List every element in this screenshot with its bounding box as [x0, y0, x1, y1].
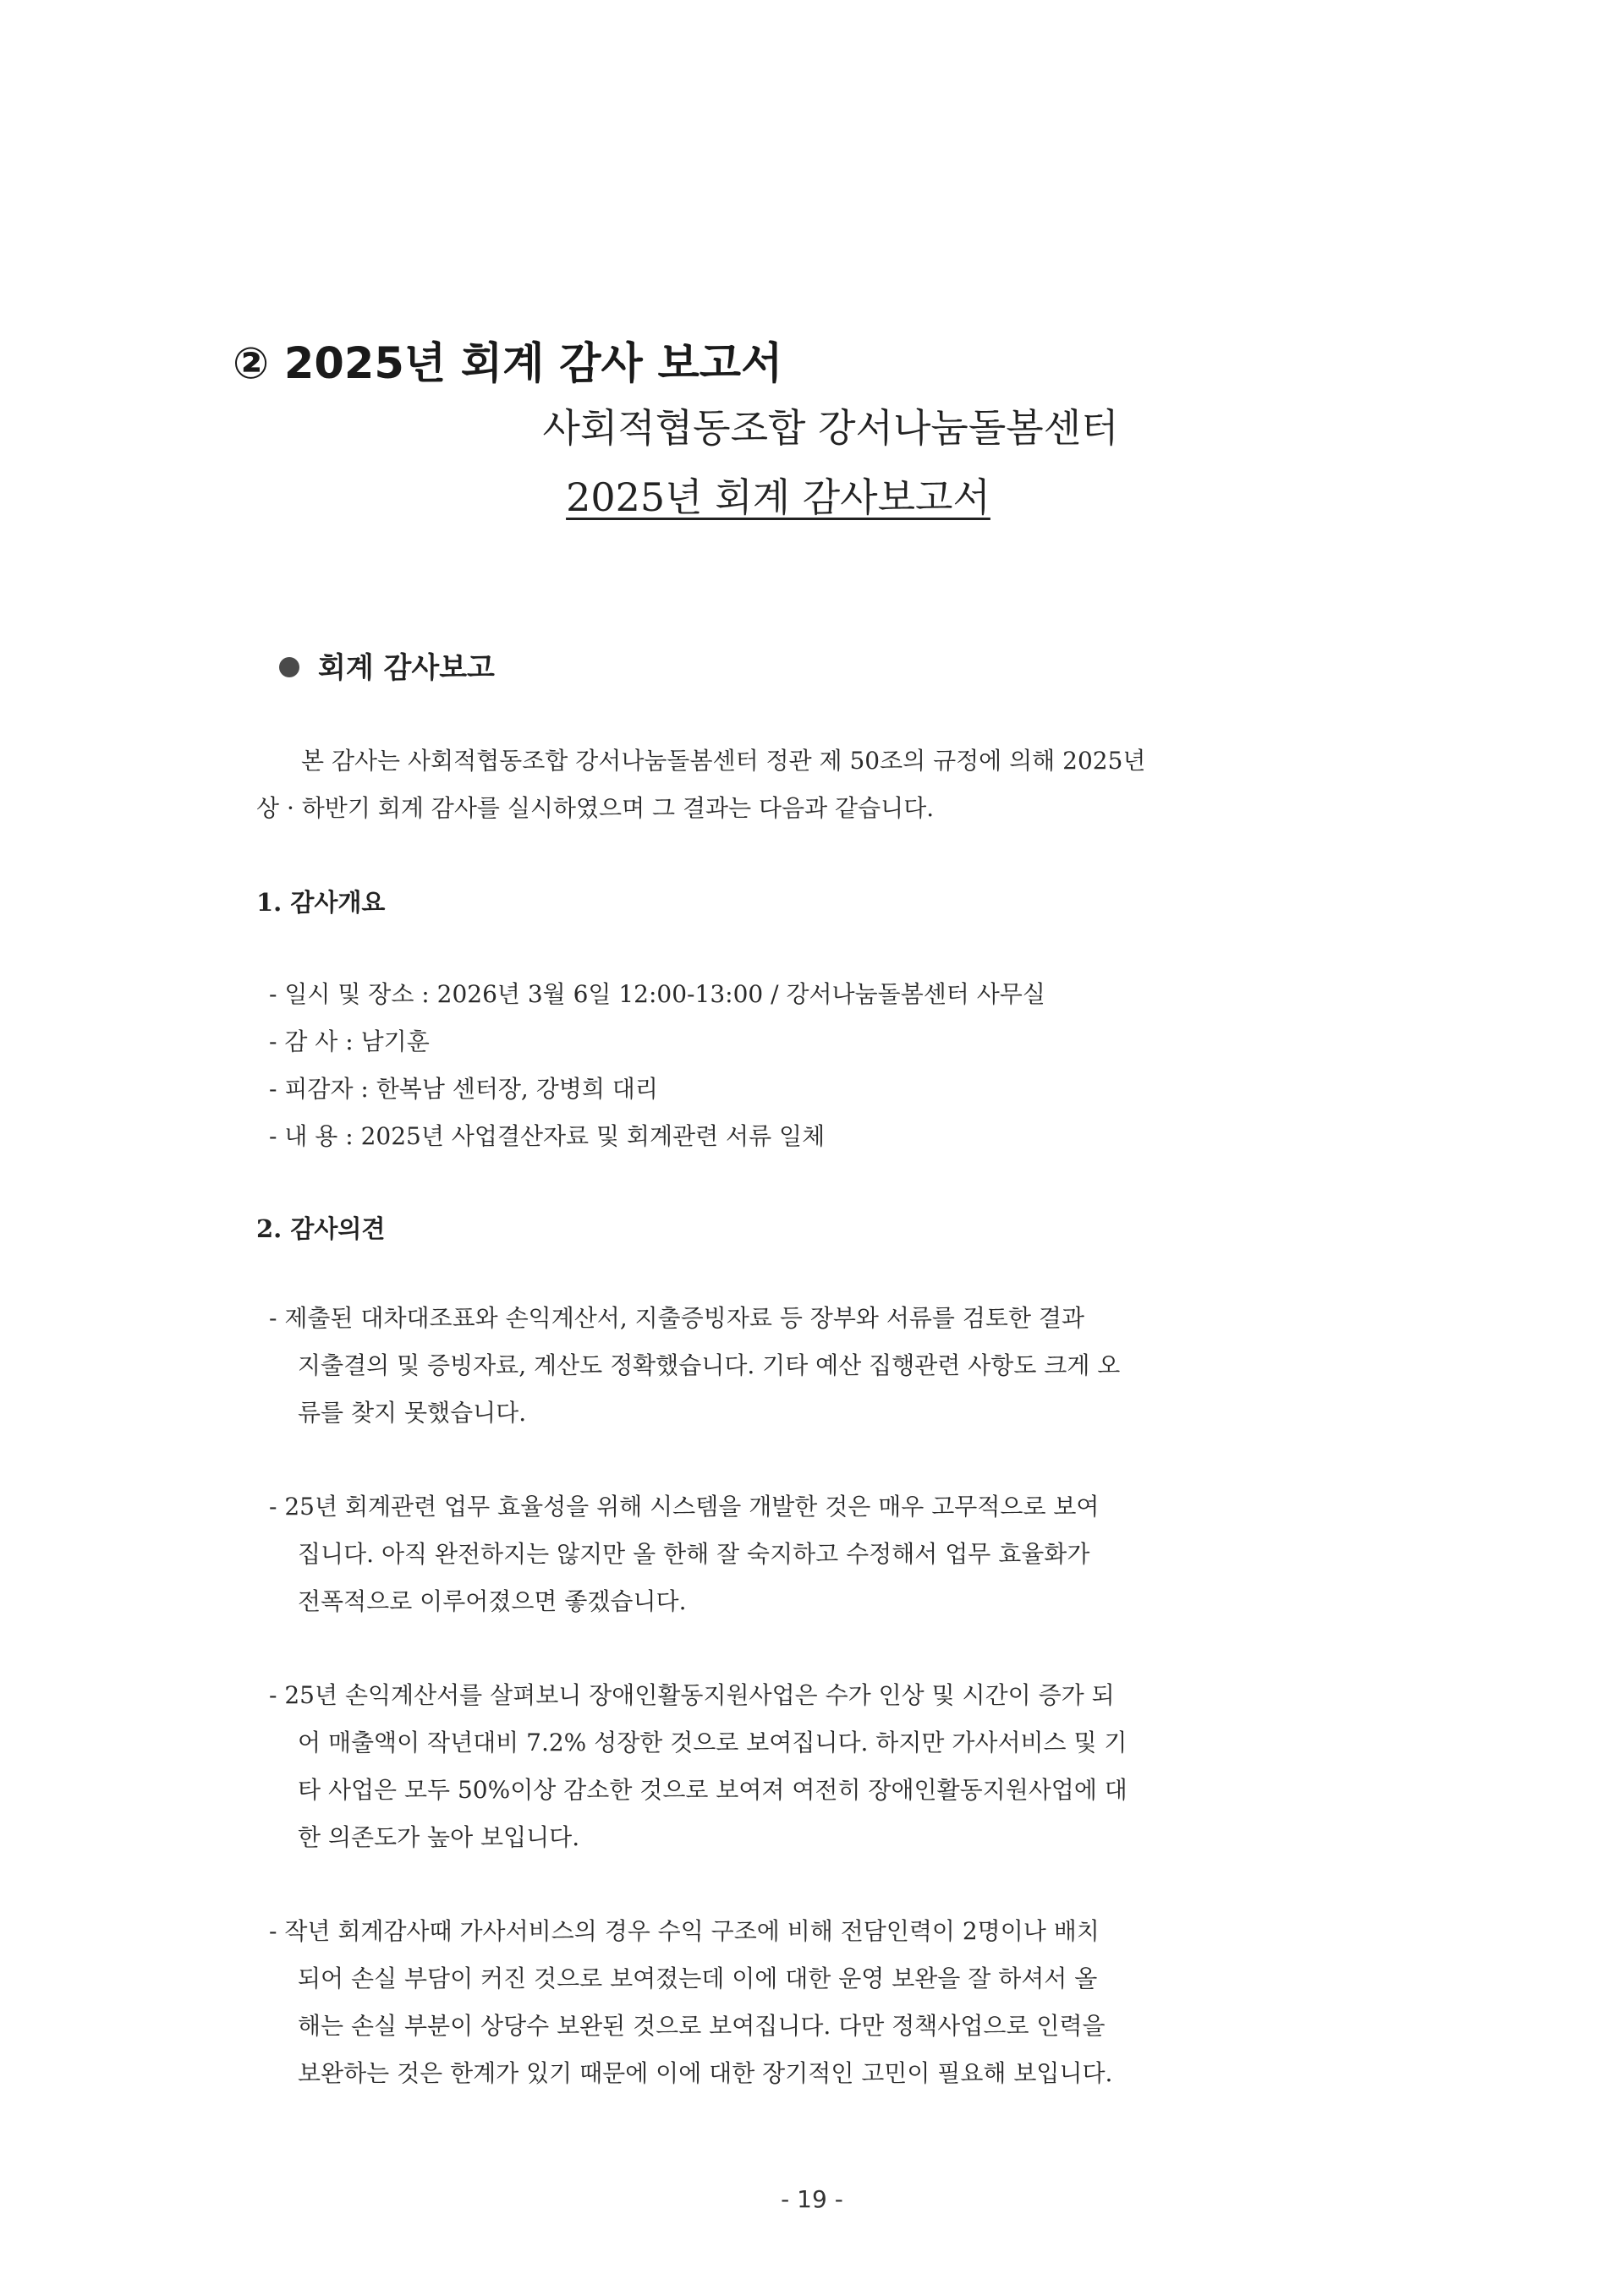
opinion-line: 보완하는 것은 한계가 있기 때문에 이에 대한 장기적인 고민이 필요해 보입니다. — [298, 2059, 1113, 2087]
opinion-line: 류를 찾지 못했습니다. — [298, 1399, 527, 1427]
overview-item: - 내 용 : 2025년 사업결산자료 및 회계관련 서류 일체 — [269, 1122, 826, 1150]
report-title-text: 2025년 회계 감사보고서 — [566, 474, 990, 520]
overview-item: - 피감자 : 한복남 센터장, 강병희 대리 — [269, 1075, 658, 1103]
opinion-line: 한 의존도가 높아 보입니다. — [298, 1823, 580, 1851]
overview-item: - 일시 및 장소 : 2026년 3월 6일 12:00-13:00 / 강서나눔돌봄센터 사무실 — [269, 980, 1045, 1008]
section-title: ② 2025년 회계 감사 보고서 — [233, 339, 783, 389]
opinion-line: 타 사업은 모두 50%이상 감소한 것으로 보여져 여전히 장애인활동지원사업에 대 — [298, 1776, 1127, 1804]
overview-item: - 감 사 : 남기훈 — [269, 1027, 430, 1055]
overview-heading: 1. 감사개요 — [256, 888, 386, 917]
opinion-heading: 2. 감사의견 — [256, 1214, 386, 1243]
opinion-line: - 작년 회계감사때 가사서비스의 경우 수익 구조에 비해 전담인력이 2명이나 배치 — [269, 1917, 1100, 1945]
intro-line: 상 · 하반기 회계 감사를 실시하였으며 그 결과는 다음과 같습니다. — [256, 794, 935, 822]
page-number: - 19 - — [781, 2185, 843, 2213]
bullet-heading — [279, 644, 495, 686]
opinion-line: - 25년 회계관련 업무 효율성을 위해 시스템을 개발한 것은 매우 고무적으로 보여 — [269, 1493, 1100, 1521]
opinion-line: 어 매출액이 작년대비 7.2% 성장한 것으로 보여집니다. 하지만 가사서비스 및 기 — [298, 1729, 1127, 1756]
opinion-line: - 제출된 대차대조표와 손익계산서, 지출증빙자료 등 장부와 서류를 검토한 결과 — [269, 1304, 1085, 1332]
report-title — [0, 467, 1590, 523]
opinion-line: - 25년 손익계산서를 살펴보니 장애인활동지원사업은 수가 인상 및 시간이 증가 되 — [269, 1681, 1115, 1709]
opinion-line: 전폭적으로 이루어졌으면 좋겠습니다. — [298, 1587, 687, 1615]
opinion-line: 되어 손실 부담이 커진 것으로 보여졌는데 이에 대한 운영 보완을 잘 하셔서 올 — [298, 1964, 1098, 1992]
opinion-line: 집니다. 아직 완전하지는 않지만 올 한해 잘 숙지하고 수정해서 업무 효율화가 — [298, 1540, 1090, 1568]
opinion-line: 지출결의 및 증빙자료, 계산도 정확했습니다. 기타 예산 집행관련 사항도 크게 오 — [298, 1351, 1121, 1379]
bullet-dot-icon — [279, 657, 299, 677]
intro-line: 본 감사는 사회적협동조합 강서나눔돌봄센터 정관 제 50조의 규정에 의해 2025년 — [301, 747, 1146, 775]
bullet-heading-label: 회계 감사보고 — [318, 651, 495, 685]
report-org-title: 사회적협동조합 강서나눔돌봄센터 — [542, 405, 1119, 451]
opinion-line: 해는 손실 부분이 상당수 보완된 것으로 보여집니다. 다만 정책사업으로 인력을 — [298, 2012, 1106, 2040]
